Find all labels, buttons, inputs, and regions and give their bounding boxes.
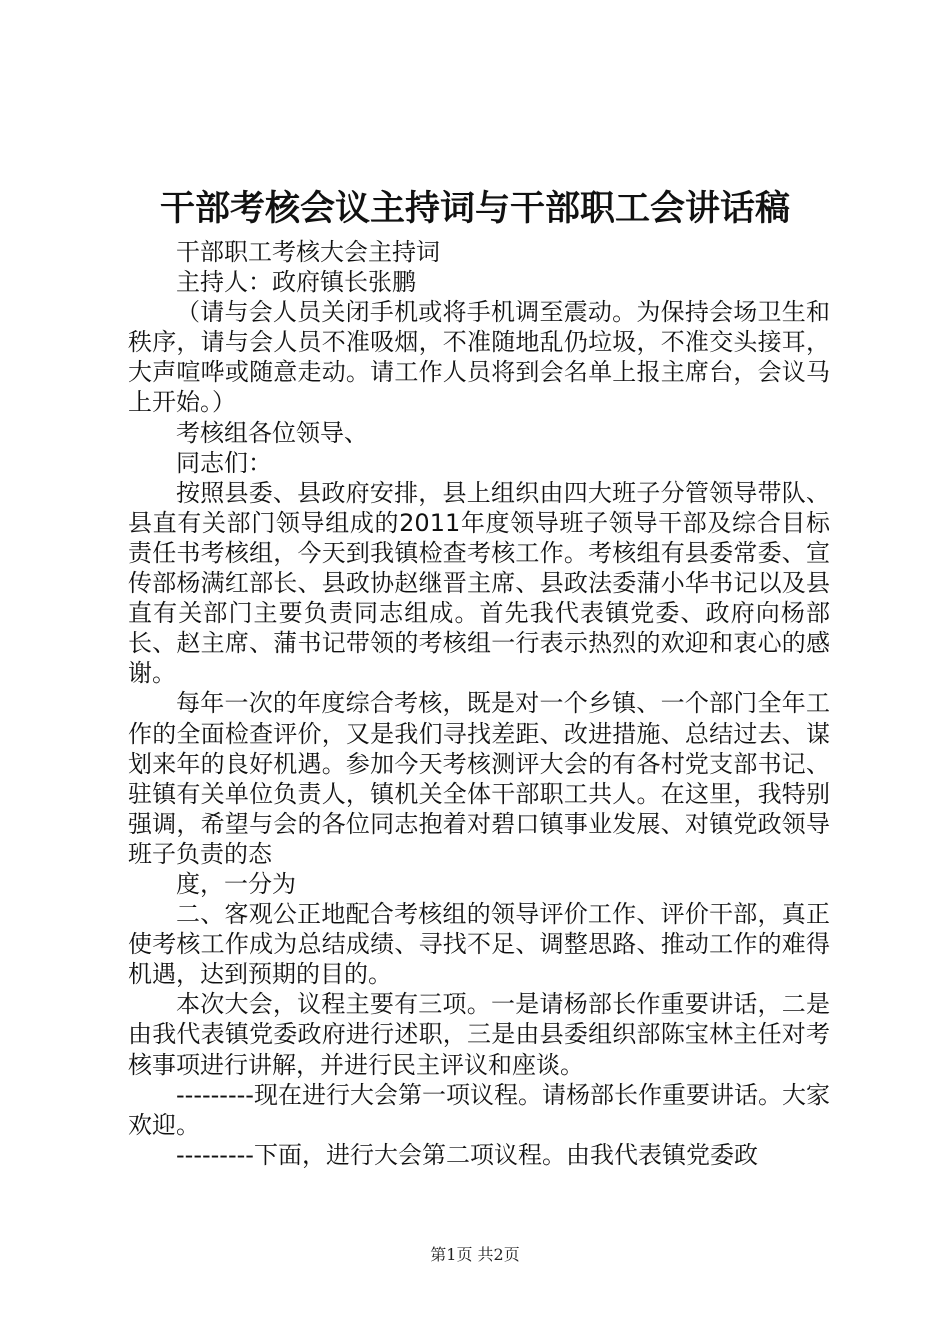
paragraph-annual-review: 每年一次的年度综合考核，既是对一个乡镇、一个部门全年工作的全面检查评价，又是我们寻找差距、改进措施、总结过去、谋划来年的良好机遇。参加今天考核测评大会的有各村党支部书记、驻镇有关单位负责人，镇机关全体干部职工共人。在这里，我特别强调，希望与会的各位同志抱着对碧口镇事业发展、对镇党政领导班子负责的态 [128, 689, 830, 868]
paragraph-introduction: 按照县委、县政府安排，县上组织由四大班子分管领导带队、县直有关部门领导组成的2011年度领导班子领导干部及综合目标责任书考核组，今天到我镇检查考核工作。考核组有县委常委、宣传部杨满红部长、县政协赵继晋主席、县政法委蒲小华书记以及县直有关部门主要负责同志组成。首先我代表镇党委、政府向杨部长、赵主席、蒲书记带领的考核组一行表示热烈的欢迎和衷心的感谢。 [128, 478, 830, 688]
paragraph-notice: （请与会人员关闭手机或将手机调至震动。为保持会场卫生和秩序，请与会人员不准吸烟，不准随地乱仍垃圾，不准交头接耳，大声喧哗或随意走动。请工作人员将到会名单上报主席台，会议马上开始。） [128, 298, 830, 417]
page-number-footer: 第1页 共2页 [430, 1245, 520, 1264]
paragraph-agenda: 本次大会，议程主要有三项。一是请杨部长作重要讲话，二是由我代表镇党委政府进行述职，三是由县委组织部陈宝林主任对考核事项进行讲解，并进行民主评议和座谈。 [128, 990, 830, 1079]
paragraph-objective: 二、客观公正地配合考核组的领导评价工作、评价干部，真正使考核工作成为总结成绩、寻找不足、调整思路、推动工作的难得机遇，达到预期的目的。 [128, 900, 830, 989]
document-body [128, 237, 830, 1170]
paragraph-subtitle: 干部职工考核大会主持词 [176, 238, 440, 266]
paragraph-agenda-item-2: ---------下面，进行大会第二项议程。由我代表镇党委政 [176, 1140, 758, 1169]
paragraph-greeting-leaders: 考核组各位领导、 [176, 418, 368, 447]
paragraph-agenda-item-1: ---------现在进行大会第一项议程。请杨部长作重要讲话。大家欢迎。 [128, 1080, 830, 1139]
paragraph-host: 主持人：政府镇长张鹏 [176, 268, 416, 297]
document-title: 干部考核会议主持词与干部职工会讲话稿 [159, 188, 790, 229]
paragraph-greeting-comrades: 同志们： [176, 448, 272, 477]
paragraph-fragment: 度，一分为 [176, 869, 296, 898]
